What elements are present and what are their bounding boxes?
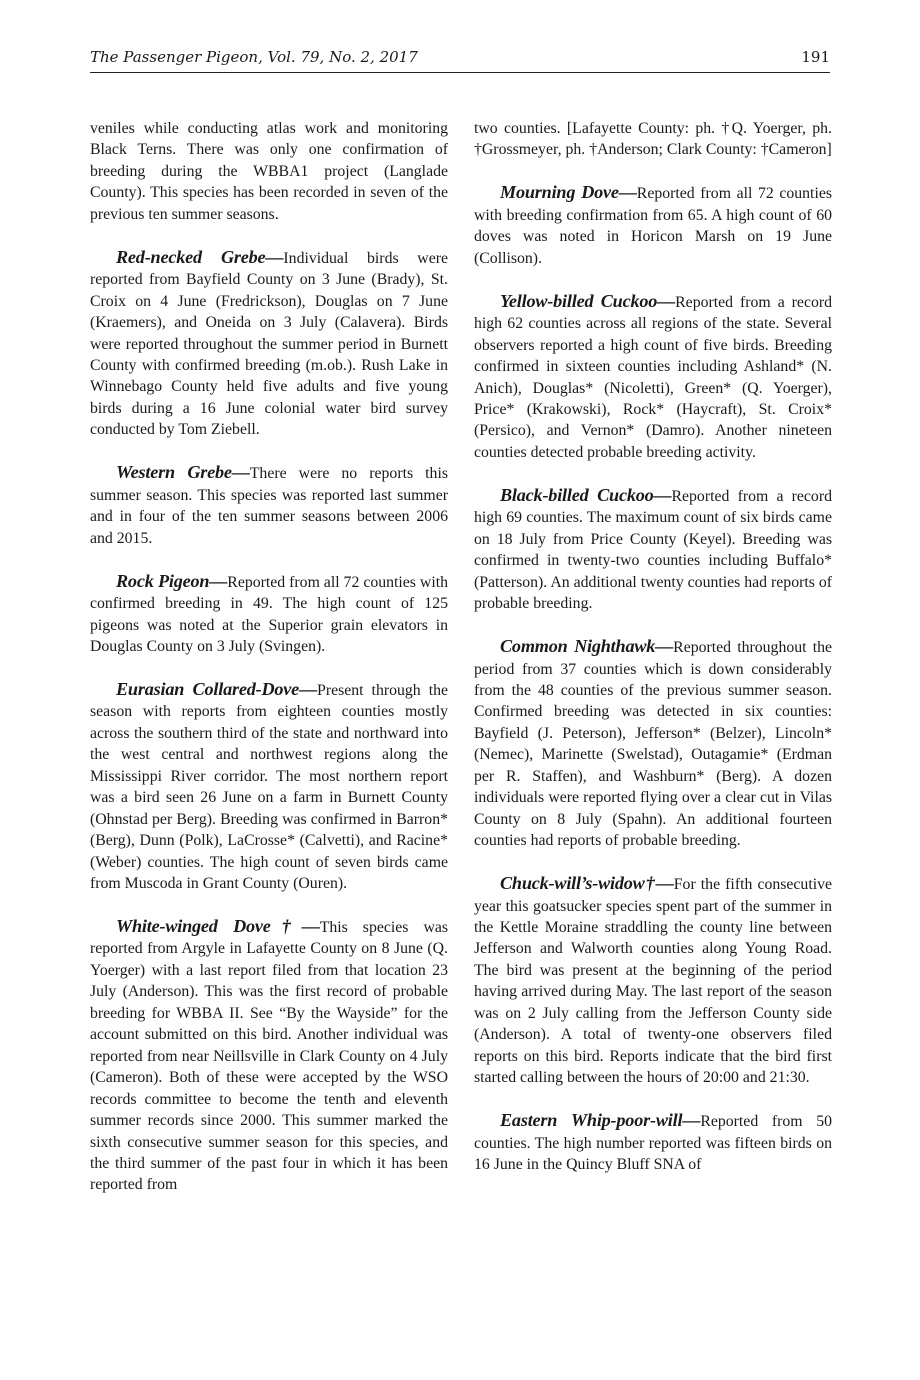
species-entry (90, 247, 448, 441)
running-header (90, 48, 830, 73)
species-text: Reported from a record high 69 counties. The maximum count of six birds came on 18 July from Price County (Keyel). Breeding was confirmed in twenty-two counties including Buffalo* (Patterson). An additional twenty counties had reports of probable breeding. (474, 487, 832, 613)
journal-title: The Passenger Pigeon, Vol. 79, No. 2, 2017 (90, 48, 418, 66)
right-column (474, 118, 832, 1197)
page-number: 191 (801, 48, 830, 66)
species-text: Reported from 50 counties. The high number reported was fifteen birds on 16 June in the Quincy Bluff SNA of (474, 1113, 832, 1174)
species-entry (474, 182, 832, 269)
species-text: For the fifth consecutive year this goatsucker species spent part of the summer in the Kettle Moraine straddling the county line between Jefferson and Walworth counties along Young Road. The bird was present at the beginning of the period having arrived during May. The last report of the season was on 2 July calling from the Jefferson County side (Anderson). A total of twenty-one observers filed reports on this bird. Reports indicate that the bird first started calling between the hours of 20:00 and 21:30. (474, 876, 833, 1087)
species-entry (90, 571, 448, 658)
species-text: Reported throughout the period from 37 counties which is down considerably from the 48 counties of the previous summer season. Confirmed breeding was detected in six counties: Bayfield (J. Peterson), Jefferson* (Belzer), Lincoln* (Nemec), Marinette (Swelstad), Outagamie* (Erdman per R. Staffen), and Washburn* (Berg). A dozen individuals were reported flying over a clear cut in Vilas County on 8 July (Spahn). An additional fourteen counties had reports of probable breeding. (474, 639, 832, 850)
species-text: There were no reports this summer season. This species was reported last summer and in four of the ten summer seasons between 2006 and 2015. (90, 465, 448, 547)
species-name: White-winged Dove†— (116, 916, 320, 936)
species-text: Reported from all 72 counties with breeding confirmation from 65. A high count of 60 doves was noted in Horicon Marsh on 19 June (Collison). (474, 185, 832, 267)
species-name: Western Grebe— (116, 462, 250, 483)
species-name: Black-billed Cuckoo— (500, 484, 672, 505)
species-entry (474, 291, 832, 464)
species-name: Chuck-will’s-widow†— (500, 873, 674, 894)
species-text: Present through the season with reports from eighteen counties mostly across the southern third of the state and northward into the west central and northwest regions along the Mississippi River corridor. The most northern report was a bird seen 26 June on a farm in Burnett County (Ohnstad per Berg). Breeding was confirmed in Barron* (Berg), Dunn (Polk), LaCrosse* (Calvetti), and Racine* (Weber) counties. The high count of seven birds came from Muscoda in Grant County (Ouren). (90, 681, 448, 893)
species-entry (474, 1110, 832, 1175)
species-entry (474, 873, 832, 1089)
continued-paragraph: two counties. [Lafayette County: ph. †Q. Yoerger, ph. †Grossmeyer, ph. †Anderson; Clark County: †Cameron] (474, 120, 832, 159)
species-entry (474, 636, 832, 852)
species-name: Common Nighthawk— (500, 636, 674, 657)
species-entry (90, 462, 448, 549)
species-name: Red-necked Grebe— (116, 246, 284, 267)
species-entry (90, 679, 448, 895)
species-text: Individual birds were reported from Bayfield County on 3 June (Brady), St. Croix on 4 June (Fredrickson), Douglas on 7 June (Kraemers), and Oneida on 3 July (Calavera). Birds were reported throughout the summer period in Burnett County with confirmed breeding (m.ob.). Rush Lake in Winnebago County held five adults and five young birds during a 16 June colonial water bird survey conducted by Tom Ziebell. (90, 249, 448, 439)
continued-paragraph: veniles while conducting atlas work and monitoring Black Terns. There was only one confirmation of breeding during the WBBA1 project (Langlade County). This species has been recorded in seven of the previous ten summer seasons. (90, 120, 448, 223)
species-name: Eurasian Collared-Dove— (116, 678, 318, 699)
species-text: Reported from a record high 62 counties across all regions of the state. Several observers reported a high count of five birds. Breeding confirmed in sixteen counties including Ashland* (N. Anich), Douglas* (Nicoletti), Green* (Q. Yoerger), Price* (Krakowski), Rock* (Haycraft), St. Croix* (Persico), and Vernon* (Damro). Another nineteen counties detected probable breeding activity. (474, 293, 833, 461)
species-name: Rock Pigeon— (116, 570, 228, 591)
left-column (90, 118, 448, 1217)
species-entry (90, 916, 448, 1196)
species-name: Eastern Whip-poor-will— (500, 1110, 701, 1131)
species-text: This species was reported from Argyle in Lafayette County on 8 June (Q. Yoerger) with a last report filed from that location 23 July (Anderson). This was the first record of probable breeding for WBBA II. See “By the Wayside” for the account submitted on this bird. Another individual was reported from near Neillsville in Clark County on 4 July (Cameron). Both of these were accepted by the WSO records committee to become the tenth and eleventh summer records since 2000. This summer marked the sixth consecutive summer season for this species, and the third summer of the past four in which it has been reported from (90, 919, 449, 1194)
species-text: Reported from all 72 counties with confirmed breeding in 49. The high count of 125 pigeons was noted at the Superior grain elevators in Douglas County on 3 July (Svingen). (90, 573, 449, 656)
species-name: Mourning Dove— (500, 182, 637, 203)
species-name: Yellow-billed Cuckoo— (500, 290, 676, 311)
species-entry (474, 485, 832, 615)
